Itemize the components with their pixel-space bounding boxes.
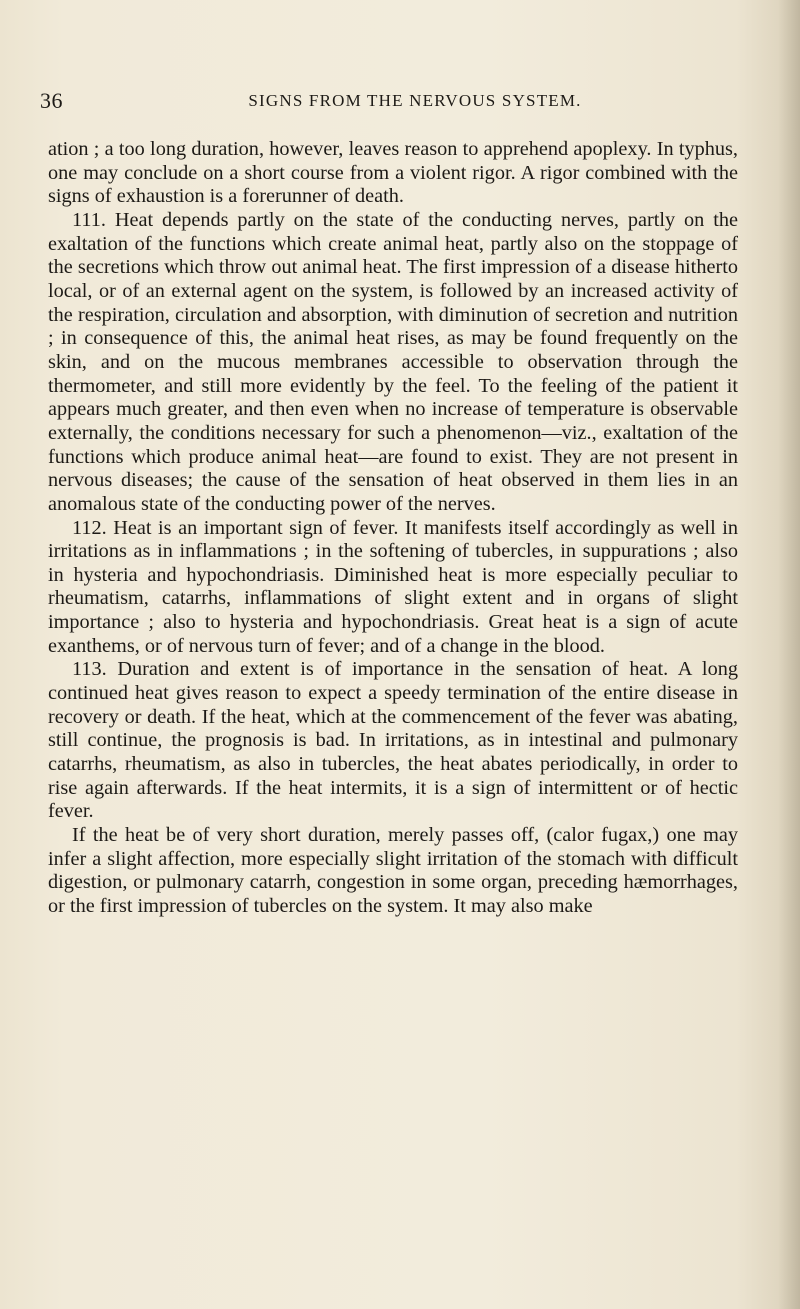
paragraph-112: 112. Heat is an important sign of fever. It manifests itself accordingly as well in irritations as in inflammations ; in the softening of tubercles, in suppurations ; also in hysteria and hypochondriasis. Diminished heat is more especially peculiar to rheumatism, catarrhs, inflammations of slight extent and in organs of slight importance ; also to hysteria and hypochondriasis. Great heat is a sign of acute exanthems, or of nervous turn of fever; and of a change in the blood. (48, 516, 738, 657)
page-header (40, 88, 740, 118)
paragraph-calor-fugax: If the heat be of very short duration, merely passes off, (calor fugax,) one may infer a slight affection, more especially slight irritation of the stomach with difficult digestion, or pulmonary catarrh, congestion in some organ, preceding hæmorrhages, or the first impression of tubercles on the system. It may also make (48, 824, 738, 917)
paragraph-continuation: ation ; a too long duration, however, leaves reason to apprehend apoplexy. In typhus, one may conclude on a short course from a violent rigor. A rigor combined with the signs of exhaustion is a forerunner of death. (48, 138, 738, 208)
body-text (48, 138, 738, 919)
page-edge-shadow (778, 0, 800, 1309)
running-head: SIGNS FROM THE NERVOUS SYSTEM. (248, 91, 582, 110)
paragraph-111: 111. Heat depends partly on the state of the conducting nerves, partly on the exaltation of the functions which create animal heat, partly also on the stoppage of the secretions which throw out animal heat. The first impression of a disease hitherto local, or of an external agent on the system, is followed by an increased activity of the respiration, circulation and absorption, with diminution of secretion and nutrition ; in consequence of this, the animal heat rises, as may be found frequently on the skin, and on the mucous membranes accessible to observation through the thermometer, and still more evidently by the feel. To the feeling of the patient it appears much greater, and then even when no increase of temperature is observable externally, the conditions necessary for such a phenomenon—viz., exaltation of the functions which produce animal heat—are found to exist. They are not present in nervous diseases; the cause of the sensation of heat observed in them lies in an anomalous state of the conducting power of the nerves. (48, 208, 738, 515)
page-number: 36 (40, 88, 63, 113)
paragraph-113: 113. Duration and extent is of importance in the sensation of heat. A long continued heat gives reason to expect a speedy termination of the entire disease in recovery or death. If the heat, which at the commencement of the fever was abating, still continue, the prognosis is bad. In irritations, as in intestinal and pulmonary catarrhs, rheumatism, as also in tubercles, the heat abates periodically, in order to rise again afterwards. If the heat intermits, it is a sign of intermittent or of hectic fever. (48, 658, 738, 823)
